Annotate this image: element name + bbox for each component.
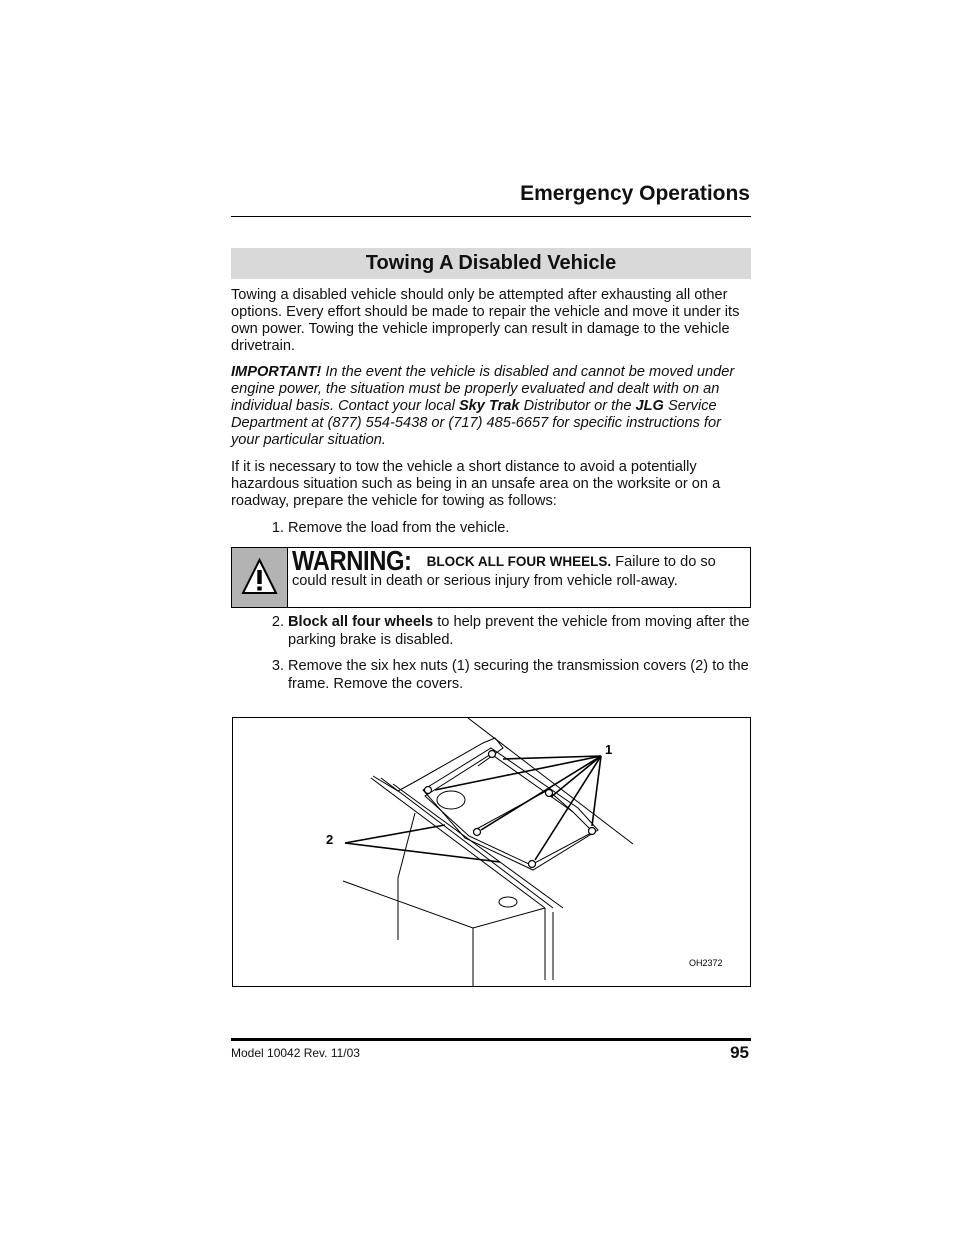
section-title: Emergency Operations <box>520 182 750 205</box>
step-text: Remove the six hex nuts (1) securing the transmission covers (2) to the frame. Remove the covers. <box>288 658 749 692</box>
footer-model: Model 10042 Rev. 11/03 <box>231 1046 360 1060</box>
important-text-2: Distributor or the <box>519 398 636 414</box>
important-label: IMPORTANT! <box>231 364 322 380</box>
step-number: 2. <box>271 614 284 630</box>
step-number: 3. <box>271 658 284 674</box>
warning-box <box>231 547 751 608</box>
important-paragraph <box>231 364 751 449</box>
step-number: 1. <box>271 520 284 536</box>
intro-paragraph: Towing a disabled vehicle should only be attempted after exhausting all other options. Every effort should be made to repair the vehicle and move it under its own power. Towing the vehicle improperly can result in damage to the vehicle drivetrain. <box>231 287 740 354</box>
callout-2: 2 <box>326 832 334 847</box>
step-text <box>288 614 750 649</box>
header-rule <box>231 216 751 217</box>
figure-id: OH2372 <box>689 958 723 968</box>
warning-triangle-icon <box>232 548 287 607</box>
page-number: 95 <box>730 1043 749 1062</box>
step-rest: to help prevent the vehicle from moving after the parking brake is disabled. <box>288 614 750 648</box>
step-bold: Block all four wheels <box>288 614 434 630</box>
warning-icon-cell <box>232 548 288 607</box>
towing-paragraph: If it is necessary to tow the vehicle a short distance to avoid a potentially hazardous situation such as being in an unsafe area on the worksite or on a roadway, prepare the vehicle for towing as follows: <box>231 459 721 509</box>
page-heading: Towing A Disabled Vehicle <box>231 248 751 279</box>
warning-caps: BLOCK ALL FOUR WHEELS. <box>426 554 612 569</box>
step-text: Remove the load from the vehicle. <box>288 520 510 536</box>
transmission-cover-figure <box>232 717 751 987</box>
warning-label: WARNING: <box>292 545 412 576</box>
important-text-3: Service Department at (877) 554-5438 or (717) 485-6657 for specific instructions for your particular situation. <box>231 398 721 448</box>
brand-jlg: JLG <box>635 398 664 414</box>
callout-1: 1 <box>605 742 613 757</box>
brand-sky-trak: Sky Trak <box>458 398 520 414</box>
footer-rule <box>231 1038 751 1041</box>
warning-body: Failure to do so could result in death or serious injury from vehicle roll-away. <box>292 554 716 589</box>
important-text-1: In the event the vehicle is disabled and cannot be moved under engine power, the situation must be properly evaluated and dealt with on an individual basis. Contact your local <box>231 364 735 414</box>
warning-text <box>292 545 747 591</box>
transmission-cover-illustration <box>233 718 750 986</box>
